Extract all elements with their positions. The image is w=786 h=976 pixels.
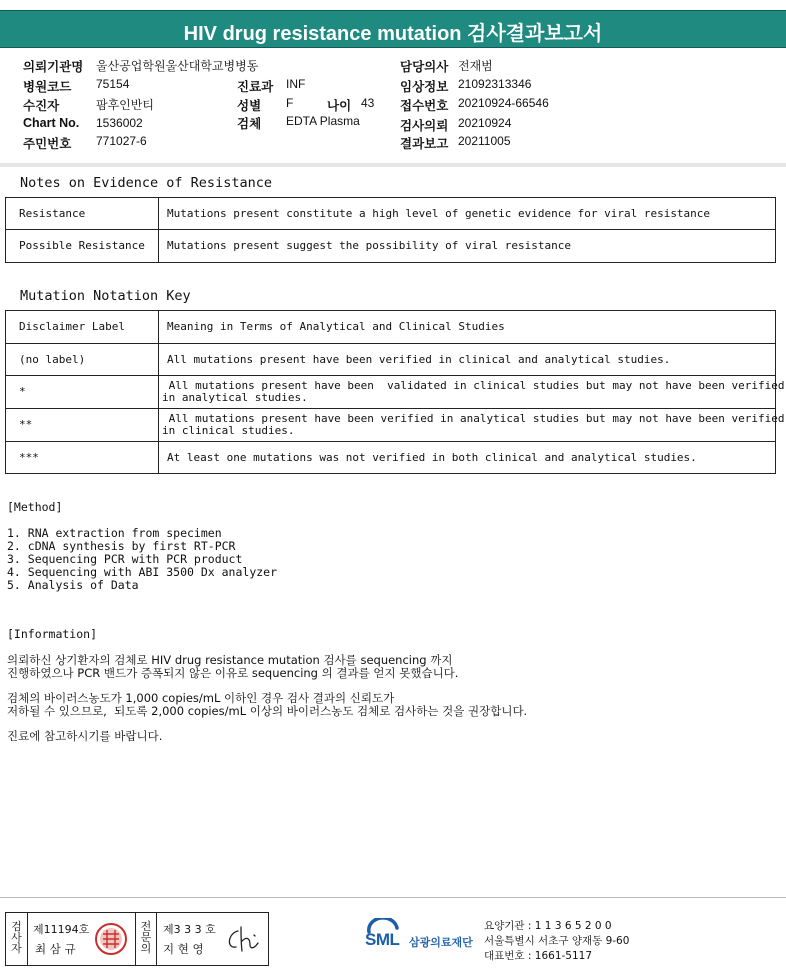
- key-text-line: in analytical studies.: [162, 391, 308, 404]
- method-step: 4. Sequencing with ABI 3500 Dx analyzer: [7, 565, 278, 579]
- information-paragraph-line: 저하될 수 있으므로, 되도록 2,000 copies/mL 이상의 바이러스농도 검체로 검사하는 것을 권장합니다.: [7, 704, 528, 718]
- institution-label: 의뢰기관명: [23, 60, 84, 74]
- key-label-cell: (no label): [6, 344, 159, 376]
- inspector-label-char: 자: [11, 942, 22, 955]
- notes-label-cell: Possible Resistance: [6, 230, 159, 263]
- report-date-label: 결과보고: [400, 137, 449, 151]
- key-text-cell: At least one mutations was not verified in both clinical and analytical studies.: [159, 442, 776, 474]
- method-step: 1. RNA extraction from specimen: [7, 526, 222, 540]
- specimen-value: EDTA Plasma: [286, 114, 360, 128]
- key-text-line: All mutations present have been validated in clinical studies but may not have been verified: [162, 379, 785, 392]
- signature-box: [5, 912, 269, 966]
- method-step: 2. cDNA synthesis by first RT-PCR: [7, 539, 236, 553]
- doctor-value: 전재범: [458, 59, 493, 73]
- key-header-text: Meaning in Terms of Analytical and Clinical Studies: [159, 311, 776, 344]
- table-row: [6, 230, 776, 263]
- report-title-banner: [0, 10, 786, 48]
- method-step: 5. Analysis of Data: [7, 578, 139, 592]
- information-closing: 진료에 참고하시기를 바랍니다.: [7, 729, 163, 743]
- doctor-label-char: 문: [140, 931, 152, 944]
- age-value: 43: [361, 96, 375, 110]
- institution-code: 요양기관 : 1 1 3 6 5 2 0 0: [484, 920, 612, 932]
- request-date-label: 검사의뢰: [400, 119, 449, 133]
- key-text-line: in clinical studies.: [162, 424, 295, 437]
- inspector-label-char: 검: [11, 920, 22, 933]
- notes-label-cell: Resistance: [6, 198, 159, 230]
- report-date-value: 20211005: [458, 134, 511, 148]
- information-title: [Information]: [7, 627, 98, 641]
- institution-value: 울산공업학원울산대학교병병동: [96, 59, 259, 73]
- information-paragraph-line: 진행하였으나 PCR 밴드가 증폭되지 않은 이유로 sequencing 의 결과를 얻지 못했습니다.: [7, 666, 459, 680]
- key-section-title: Mutation Notation Key: [20, 288, 191, 304]
- hospital-code-value: 75154: [96, 77, 130, 91]
- patient-label: 수진자: [23, 99, 60, 113]
- notes-table: [5, 197, 776, 263]
- doctor-signature-icon: [224, 923, 264, 955]
- patient-value: 팜후인반티: [96, 98, 154, 112]
- notes-section-title: Notes on Evidence of Resistance: [20, 175, 272, 191]
- inspector-seal-icon: [94, 922, 128, 956]
- dept-label: 진료과: [237, 80, 274, 94]
- information-paragraph-line: 의뢰하신 상기환자의 검체로 HIV drug resistance mutation 검사를 sequencing 까지: [7, 653, 453, 667]
- specimen-label: 검체: [237, 117, 262, 131]
- inspector-license: 제11194호: [33, 923, 90, 936]
- doctor-license: 제3 3 3 호: [163, 923, 216, 936]
- key-label-cell: ***: [6, 442, 159, 474]
- table-row: [6, 198, 776, 230]
- age-label: 나이: [327, 99, 352, 113]
- footer-address-block: [484, 919, 629, 964]
- chart-no-label: Chart No.: [23, 116, 80, 130]
- doctor-label-char: 의: [140, 942, 152, 955]
- sml-logo-text: SML: [365, 930, 400, 949]
- foundation-name: 삼광의료재단: [409, 936, 473, 949]
- doctor-name: 지 현 영: [163, 942, 204, 956]
- doctor-label-vertical: [135, 913, 157, 965]
- table-row: [6, 442, 776, 474]
- key-text-cell: All mutations present have been verified in clinical and analytical studies.: [159, 344, 776, 376]
- chart-no-value: 1536002: [96, 116, 143, 130]
- doctor-label-char: 전: [140, 920, 152, 933]
- phone: 대표번호 : 1661-5117: [484, 950, 593, 962]
- inspector-name: 최 삼 규: [35, 942, 76, 956]
- table-row: [6, 409, 776, 442]
- sex-label: 성별: [237, 99, 262, 113]
- footer-divider: [0, 897, 786, 898]
- key-text-cell: [159, 376, 785, 409]
- method-title: [Method]: [7, 500, 63, 514]
- resident-no-value: 771027-6: [96, 134, 147, 148]
- notes-text-cell: Mutations present suggest the possibility of viral resistance: [159, 230, 776, 263]
- header-divider: [0, 163, 786, 167]
- receipt-no-label: 접수번호: [400, 99, 449, 113]
- key-label-cell: **: [6, 409, 159, 442]
- dept-value: INF: [286, 77, 306, 91]
- hospital-code-label: 병원코드: [23, 80, 72, 94]
- table-row: [6, 311, 776, 344]
- resident-no-label: 주민번호: [23, 137, 72, 151]
- table-row: [6, 344, 776, 376]
- inspector-label-char: 사: [11, 931, 22, 944]
- report-title: HIV drug resistance mutation 검사결과보고서: [183, 23, 603, 45]
- key-label-cell: *: [6, 376, 159, 409]
- receipt-no-value: 20210924-66546: [458, 96, 549, 110]
- key-header-label: Disclaimer Label: [6, 311, 159, 344]
- information-paragraph-line: 검체의 바이러스농도가 1,000 copies/mL 이하인 경우 검사 결과의 신뢰도가: [7, 691, 395, 705]
- address: 서울특별시 서초구 양재동 9-60: [484, 935, 630, 947]
- doctor-label: 담당의사: [400, 60, 449, 74]
- key-table: [5, 310, 785, 474]
- patient-info-header: [0, 49, 786, 163]
- sex-value: F: [286, 96, 294, 110]
- key-text-cell: [159, 409, 785, 442]
- inspector-label: [6, 913, 28, 965]
- request-date-value: 20210924: [458, 116, 512, 130]
- key-text-line: All mutations present have been verified in analytical studies but may not have been verified: [162, 412, 785, 425]
- clinical-info-value: 21092313346: [458, 77, 532, 91]
- method-step: 3. Sequencing PCR with PCR product: [7, 552, 243, 566]
- notes-text-cell: Mutations present constitute a high level of genetic evidence for viral resistance: [159, 198, 776, 230]
- table-row: [6, 376, 776, 409]
- clinical-info-label: 임상정보: [400, 80, 449, 94]
